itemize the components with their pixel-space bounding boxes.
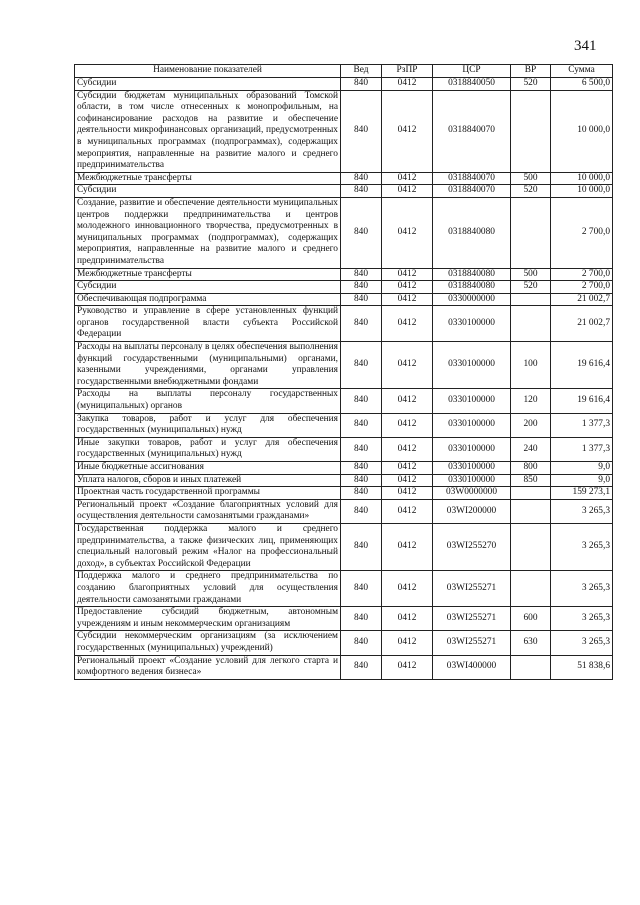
table-row bbox=[75, 523, 613, 570]
table-row bbox=[75, 631, 613, 655]
row-sum-cell: 3 265,3 bbox=[551, 631, 613, 655]
row-vr-cell: 520 bbox=[511, 78, 551, 91]
row-name-cell: Субсидии bbox=[75, 78, 341, 91]
row-sum-cell: 2 700,0 bbox=[551, 281, 613, 294]
row-rzpr-cell: 0412 bbox=[382, 268, 433, 281]
row-name-cell: Обеспечивающая подпрограмма bbox=[75, 293, 341, 306]
row-vr-cell bbox=[511, 487, 551, 500]
row-csr-cell: 0330100000 bbox=[433, 413, 511, 437]
page-number: 341 bbox=[574, 38, 597, 54]
row-sum-cell: 3 265,3 bbox=[551, 571, 613, 607]
table-row bbox=[75, 90, 613, 172]
row-vr-cell bbox=[511, 197, 551, 268]
row-name-cell: Межбюджетные трансферты bbox=[75, 172, 341, 185]
row-name-cell: Региональный проект «Создание условий для легкого старта и комфортного ведения бизнеса» bbox=[75, 655, 341, 679]
row-sum-cell: 10 000,0 bbox=[551, 172, 613, 185]
row-ved-cell: 840 bbox=[341, 389, 382, 413]
row-vr-cell: 630 bbox=[511, 631, 551, 655]
row-csr-cell: 03WI400000 bbox=[433, 655, 511, 679]
row-vr-cell bbox=[511, 90, 551, 172]
row-csr-cell: 03WI255271 bbox=[433, 571, 511, 607]
row-ved-cell: 840 bbox=[341, 293, 382, 306]
row-rzpr-cell: 0412 bbox=[382, 631, 433, 655]
row-rzpr-cell: 0412 bbox=[382, 655, 433, 679]
table-header-row bbox=[75, 65, 613, 78]
row-vr-cell: 520 bbox=[511, 281, 551, 294]
row-vr-cell: 120 bbox=[511, 389, 551, 413]
row-sum-cell: 10 000,0 bbox=[551, 90, 613, 172]
row-name-cell: Субсидии некоммерческим организациям (за исключением государственных (муниципальных) учреждений) bbox=[75, 631, 341, 655]
row-rzpr-cell: 0412 bbox=[382, 90, 433, 172]
row-name-cell: Субсидии bbox=[75, 185, 341, 198]
table-row bbox=[75, 607, 613, 631]
row-csr-cell: 0330100000 bbox=[433, 437, 511, 461]
row-sum-cell: 21 002,7 bbox=[551, 293, 613, 306]
row-ved-cell: 840 bbox=[341, 462, 382, 475]
row-vr-cell: 500 bbox=[511, 268, 551, 281]
row-name-cell: Иные бюджетные ассигнования bbox=[75, 462, 341, 475]
column-header-sum: Сумма bbox=[551, 65, 613, 78]
table-row bbox=[75, 487, 613, 500]
row-rzpr-cell: 0412 bbox=[382, 462, 433, 475]
row-name-cell: Межбюджетные трансферты bbox=[75, 268, 341, 281]
row-vr-cell: 500 bbox=[511, 172, 551, 185]
column-header-rzpr: РзПР bbox=[382, 65, 433, 78]
row-vr-cell: 800 bbox=[511, 462, 551, 475]
row-csr-cell: 0318840080 bbox=[433, 268, 511, 281]
row-ved-cell: 840 bbox=[341, 474, 382, 487]
row-ved-cell: 840 bbox=[341, 342, 382, 389]
table-row bbox=[75, 185, 613, 198]
row-rzpr-cell: 0412 bbox=[382, 499, 433, 523]
row-sum-cell: 3 265,3 bbox=[551, 607, 613, 631]
row-rzpr-cell: 0412 bbox=[382, 523, 433, 570]
row-vr-cell bbox=[511, 306, 551, 342]
table-row bbox=[75, 462, 613, 475]
row-rzpr-cell: 0412 bbox=[382, 306, 433, 342]
row-sum-cell: 51 838,6 bbox=[551, 655, 613, 679]
row-rzpr-cell: 0412 bbox=[382, 487, 433, 500]
row-ved-cell: 840 bbox=[341, 281, 382, 294]
row-rzpr-cell: 0412 bbox=[382, 293, 433, 306]
row-rzpr-cell: 0412 bbox=[382, 437, 433, 461]
row-csr-cell: 0330000000 bbox=[433, 293, 511, 306]
row-vr-cell bbox=[511, 523, 551, 570]
row-vr-cell bbox=[511, 655, 551, 679]
table-row bbox=[75, 281, 613, 294]
row-ved-cell: 840 bbox=[341, 172, 382, 185]
row-name-cell: Предоставление субсидий бюджетным, автономным учреждениям и иным некоммерческим организациям bbox=[75, 607, 341, 631]
row-sum-cell: 2 700,0 bbox=[551, 268, 613, 281]
row-rzpr-cell: 0412 bbox=[382, 185, 433, 198]
row-ved-cell: 840 bbox=[341, 197, 382, 268]
row-csr-cell: 0318840080 bbox=[433, 281, 511, 294]
row-name-cell: Субсидии bbox=[75, 281, 341, 294]
row-name-cell: Государственная поддержка малого и среднего предпринимательства, а также физических лиц, применяющих специальный налоговый режим «Налог на профессиональный доход», в субъектах Российской Федерации bbox=[75, 523, 341, 570]
row-ved-cell: 840 bbox=[341, 631, 382, 655]
row-ved-cell: 840 bbox=[341, 487, 382, 500]
table-row bbox=[75, 499, 613, 523]
table-row bbox=[75, 197, 613, 268]
row-csr-cell: 03WI255271 bbox=[433, 631, 511, 655]
row-vr-cell: 200 bbox=[511, 413, 551, 437]
budget-table bbox=[74, 64, 613, 680]
column-header-ved: Вед bbox=[341, 65, 382, 78]
row-csr-cell: 0318840050 bbox=[433, 78, 511, 91]
row-vr-cell bbox=[511, 571, 551, 607]
row-rzpr-cell: 0412 bbox=[382, 281, 433, 294]
row-ved-cell: 840 bbox=[341, 90, 382, 172]
row-name-cell: Руководство и управление в сфере установленных функций органов государственной власти субъекта Российской Федерации bbox=[75, 306, 341, 342]
row-rzpr-cell: 0412 bbox=[382, 342, 433, 389]
row-rzpr-cell: 0412 bbox=[382, 172, 433, 185]
row-sum-cell: 9,0 bbox=[551, 474, 613, 487]
table-row bbox=[75, 655, 613, 679]
row-vr-cell: 850 bbox=[511, 474, 551, 487]
row-rzpr-cell: 0412 bbox=[382, 197, 433, 268]
row-ved-cell: 840 bbox=[341, 437, 382, 461]
row-name-cell: Иные закупки товаров, работ и услуг для обеспечения государственных (муниципальных) нужд bbox=[75, 437, 341, 461]
table-row bbox=[75, 78, 613, 91]
row-sum-cell: 21 002,7 bbox=[551, 306, 613, 342]
row-csr-cell: 0318840080 bbox=[433, 197, 511, 268]
row-rzpr-cell: 0412 bbox=[382, 78, 433, 91]
row-csr-cell: 0318840070 bbox=[433, 90, 511, 172]
row-csr-cell: 0318840070 bbox=[433, 172, 511, 185]
row-ved-cell: 840 bbox=[341, 499, 382, 523]
row-csr-cell: 0330100000 bbox=[433, 306, 511, 342]
row-csr-cell: 0330100000 bbox=[433, 474, 511, 487]
row-vr-cell: 240 bbox=[511, 437, 551, 461]
row-rzpr-cell: 0412 bbox=[382, 607, 433, 631]
row-vr-cell bbox=[511, 293, 551, 306]
row-csr-cell: 0330100000 bbox=[433, 389, 511, 413]
row-ved-cell: 840 bbox=[341, 413, 382, 437]
column-header-vr: ВР bbox=[511, 65, 551, 78]
row-ved-cell: 840 bbox=[341, 571, 382, 607]
table-row bbox=[75, 293, 613, 306]
row-name-cell: Проектная часть государственной программы bbox=[75, 487, 341, 500]
row-rzpr-cell: 0412 bbox=[382, 413, 433, 437]
row-vr-cell: 100 bbox=[511, 342, 551, 389]
row-vr-cell bbox=[511, 499, 551, 523]
row-sum-cell: 2 700,0 bbox=[551, 197, 613, 268]
row-name-cell: Закупка товаров, работ и услуг для обеспечения государственных (муниципальных) нужд bbox=[75, 413, 341, 437]
row-ved-cell: 840 bbox=[341, 185, 382, 198]
row-sum-cell: 159 273,1 bbox=[551, 487, 613, 500]
table-row bbox=[75, 342, 613, 389]
row-ved-cell: 840 bbox=[341, 268, 382, 281]
table-row bbox=[75, 474, 613, 487]
row-csr-cell: 0318840070 bbox=[433, 185, 511, 198]
row-ved-cell: 840 bbox=[341, 306, 382, 342]
row-sum-cell: 9,0 bbox=[551, 462, 613, 475]
row-csr-cell: 03WI255271 bbox=[433, 607, 511, 631]
row-sum-cell: 1 377,3 bbox=[551, 437, 613, 461]
row-vr-cell: 520 bbox=[511, 185, 551, 198]
table-row bbox=[75, 413, 613, 437]
row-sum-cell: 3 265,3 bbox=[551, 499, 613, 523]
row-name-cell: Расходы на выплаты персоналу в целях обеспечения выполнения функций государственными (муниципальными) органами, казенными учреждениями, органами управления государственными внебюджетными фондами bbox=[75, 342, 341, 389]
row-name-cell: Создание, развитие и обеспечение деятельности муниципальных центров поддержки предпринимательства и центров молодежного инновационного творчества, предусмотренных в муниципальных программах (подпрограммах), содержащих мероприятия, направленные на развитие малого и среднего предпринимательства bbox=[75, 197, 341, 268]
table-row bbox=[75, 172, 613, 185]
row-vr-cell: 600 bbox=[511, 607, 551, 631]
row-name-cell: Расходы на выплаты персоналу государственных (муниципальных) органов bbox=[75, 389, 341, 413]
row-sum-cell: 10 000,0 bbox=[551, 185, 613, 198]
row-sum-cell: 1 377,3 bbox=[551, 413, 613, 437]
row-rzpr-cell: 0412 bbox=[382, 389, 433, 413]
row-ved-cell: 840 bbox=[341, 523, 382, 570]
row-ved-cell: 840 bbox=[341, 655, 382, 679]
row-name-cell: Поддержка малого и среднего предпринимательства по созданию благоприятных условий для осуществления деятельности самозанятыми гражданами bbox=[75, 571, 341, 607]
column-header-name: Наименование показателей bbox=[75, 65, 341, 78]
row-csr-cell: 0330100000 bbox=[433, 342, 511, 389]
row-csr-cell: 03W0000000 bbox=[433, 487, 511, 500]
row-name-cell: Субсидии бюджетам муниципальных образований Томской области, в том числе отнесенных к монопрофильным, на софинансирование расходов на развитие и обеспечение деятельности микрофинансовых организаций, предусмотренных в муниципальных программах (подпрограммах), содержащих мероприятия, направленные на развитие малого и среднего предпринимательства bbox=[75, 90, 341, 172]
row-rzpr-cell: 0412 bbox=[382, 474, 433, 487]
row-rzpr-cell: 0412 bbox=[382, 571, 433, 607]
table-row bbox=[75, 389, 613, 413]
table-row bbox=[75, 571, 613, 607]
row-sum-cell: 6 500,0 bbox=[551, 78, 613, 91]
column-header-csr: ЦСР bbox=[433, 65, 511, 78]
row-ved-cell: 840 bbox=[341, 607, 382, 631]
row-ved-cell: 840 bbox=[341, 78, 382, 91]
row-csr-cell: 03WI255270 bbox=[433, 523, 511, 570]
row-csr-cell: 0330100000 bbox=[433, 462, 511, 475]
row-sum-cell: 19 616,4 bbox=[551, 342, 613, 389]
table-row bbox=[75, 306, 613, 342]
table-row bbox=[75, 437, 613, 461]
row-name-cell: Региональный проект «Создание благоприятных условий для осуществления деятельности самозанятыми гражданами» bbox=[75, 499, 341, 523]
row-sum-cell: 3 265,3 bbox=[551, 523, 613, 570]
row-name-cell: Уплата налогов, сборов и иных платежей bbox=[75, 474, 341, 487]
row-csr-cell: 03WI200000 bbox=[433, 499, 511, 523]
table-row bbox=[75, 268, 613, 281]
row-sum-cell: 19 616,4 bbox=[551, 389, 613, 413]
